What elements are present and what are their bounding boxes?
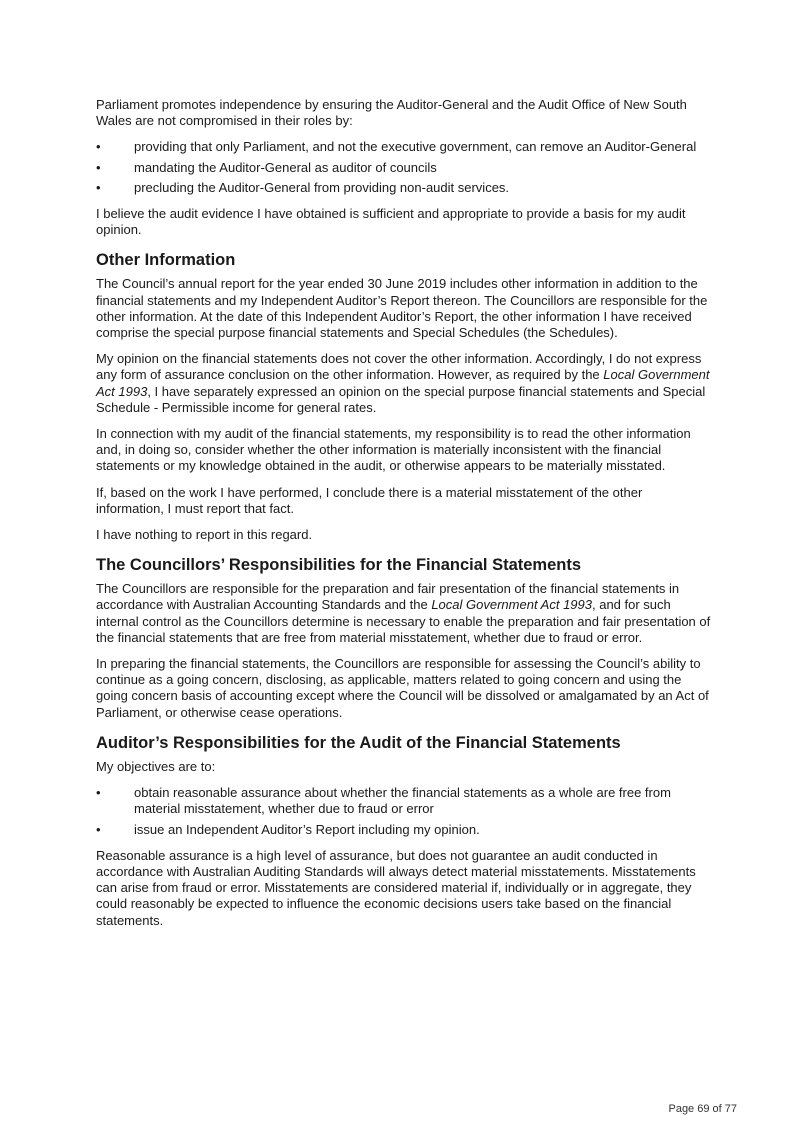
list-item: • precluding the Auditor-General from providing non-audit services. [96, 179, 510, 195]
councillors-paragraph: The Councillors are responsible for the preparation and fair presentation of the financial statements in accordance with Australian Accounting Standards and the Local Government Act 1993, and for such internal control as the Councillors determine is necessary to enable the preparation and fair presentation of the financial statements that are free from material misstatement, whether due to fraud or error. [96, 581, 711, 645]
bullet-icon: • [96, 159, 101, 175]
audit-evidence-paragraph: I believe the audit evidence I have obtained is sufficient and appropriate to provide a basis for my audit opinion. [96, 206, 686, 238]
list-item: • obtain reasonable assurance about whether the financial statements as a whole are free from material misstatement, whether due to fraud or error [96, 785, 671, 817]
councillors-heading: The Councillors’ Responsibilities for the Financial Statements [96, 556, 582, 575]
bullet-icon: • [96, 139, 101, 155]
other-info-paragraph: The Council’s annual report for the year ended 30 June 2019 includes other information in addition to the financial statements and my Independent Auditor’s Report thereon. The Councillors are responsible for the other information. At the date of this Independent Auditor’s Report, the other information I have received comprise the special purpose financial statements and Special Schedules (the Schedules). [96, 276, 708, 341]
auditor-paragraph: My objectives are to: [96, 758, 216, 774]
other-info-paragraph: In connection with my audit of the financial statements, my responsibility is to read the other information and, in doing so, consider whether the other information is materially inconsistent with the financial statements or my knowledge obtained in the audit, or otherwise appears to be materially misstated. [96, 426, 691, 474]
intro-paragraph: Parliament promotes independence by ensuring the Auditor-General and the Audit Office of New South Wales are not compromised in their roles by: [96, 97, 687, 129]
bullet-icon: • [96, 821, 101, 837]
councillors-paragraph: In preparing the financial statements, the Councillors are responsible for assessing the Council’s ability to continue as a going concern, disclosing, as applicable, matters related to going concern and using the going concern basis of accounting except where the Council will be dissolved or amalgamated by an Act of Parliament, or otherwise cease operations. [96, 656, 709, 720]
other-information-heading: Other Information [96, 251, 236, 270]
auditor-paragraph: Reasonable assurance is a high level of assurance, but does not guarantee an audit conducted in accordance with Australian Auditing Standards will always detect material misstatements. Misstatements can arise from fraud or error. Misstatements are considered material if, individually or in aggregate, they could reasonably be expected to influence the economic decisions users take based on the financial statements. [96, 847, 696, 928]
list-item: • mandating the Auditor-General as auditor of councils [96, 159, 437, 175]
independence-list [96, 139, 712, 196]
list-item: • providing that only Parliament, and not the executive government, can remove an Auditor-General [96, 139, 697, 155]
objectives-list [96, 785, 712, 838]
bullet-icon: • [96, 785, 101, 801]
page-number: Page 69 of 77 [668, 1103, 737, 1115]
act-reference: Local Government Act 1993 [96, 367, 710, 399]
other-info-paragraph: If, based on the work I have performed, I conclude there is a material misstatement of the other information, I must report that fact. [96, 484, 643, 516]
document-body [96, 97, 712, 939]
act-reference: Local Government Act 1993 [431, 597, 592, 613]
list-item: • issue an Independent Auditor’s Report including my opinion. [96, 821, 480, 837]
other-info-paragraph: I have nothing to report in this regard. [96, 527, 313, 543]
other-info-paragraph: My opinion on the financial statements does not cover the other information. Accordingly, I do not express any form of assurance conclusion on the other information. However, as required by the Local Government Act 1993, I have separately expressed an opinion on the special purpose financial statements and Special Schedule - Permissible income for general rates. [96, 351, 710, 415]
auditor-heading: Auditor’s Responsibilities for the Audit of the Financial Statements [96, 733, 621, 752]
bullet-icon: • [96, 179, 101, 195]
